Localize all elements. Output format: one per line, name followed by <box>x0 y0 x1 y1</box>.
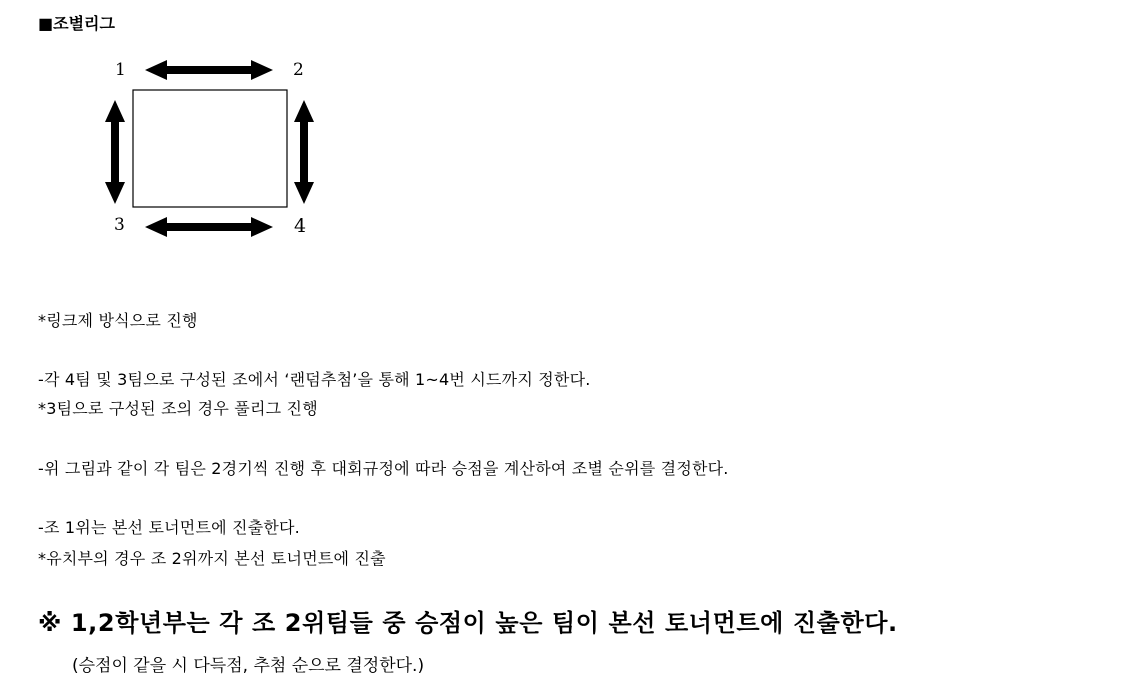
seed-label-4: 4 <box>294 215 307 237</box>
rule-line-2: -각 4팀 및 3팀으로 구성된 조에서 ‘랜덤추첨’을 통해 1~4번 시드까지 정한다. <box>38 370 591 389</box>
highlight-note-sub: (승점이 같을 시 다득점, 추첨 순으로 결정한다.) <box>72 656 425 676</box>
rule-line-5: -조 1위는 본선 토너먼트에 진출한다. <box>38 518 300 537</box>
rule-line-6: *유치부의 경우 조 2위까지 본선 토너먼트에 진출 <box>38 549 386 568</box>
arrow-2-4 <box>294 100 314 204</box>
arrow-3-4 <box>145 217 273 237</box>
rule-line-1: *링크제 방식으로 진행 <box>38 311 198 330</box>
league-diagram <box>100 52 330 247</box>
arrow-1-2 <box>145 60 273 80</box>
arrow-1-3 <box>105 100 125 204</box>
rule-line-3: *3팀으로 구성된 조의 경우 풀리그 진행 <box>38 399 318 418</box>
seed-label-3: 3 <box>114 215 125 235</box>
seed-label-1: 1 <box>115 60 126 80</box>
group-box <box>133 90 287 207</box>
section-title: ■조별리그 <box>38 14 115 33</box>
highlight-note: ※ 1,2학년부는 각 조 2위팀들 중 승점이 높은 팀이 본선 토너먼트에 진출한다. <box>38 609 898 637</box>
seed-label-2: 2 <box>293 60 304 80</box>
rule-line-4: -위 그림과 같이 각 팀은 2경기씩 진행 후 대회규정에 따라 승점을 계산하여 조별 순위를 결정한다. <box>38 459 729 478</box>
